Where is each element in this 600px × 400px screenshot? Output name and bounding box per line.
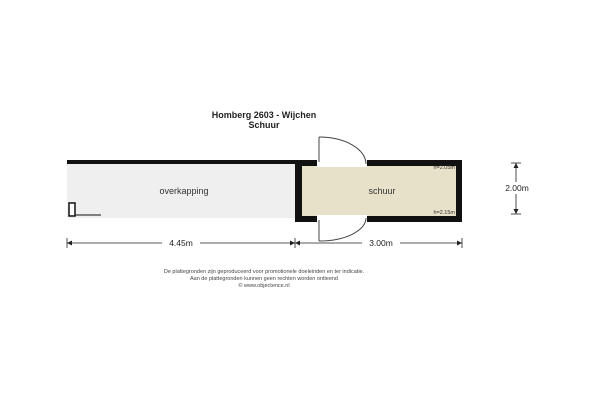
arrow-right-end <box>457 241 462 246</box>
plan-title: Homberg 2603 - Wijchen <box>211 110 317 120</box>
door-opening-bottom <box>317 215 367 223</box>
arrow-right-start <box>295 241 300 246</box>
dim-label-overkapping: 4.45m <box>169 238 193 248</box>
arrow-left-end <box>290 241 295 246</box>
plan-subtitle: Schuur <box>248 120 280 130</box>
height-label-top: h=2.05m <box>433 165 455 171</box>
disclaimer-line-1: De plattegronden zijn geproduceerd voor promotionele doeleinden en ter indicatie. <box>163 269 365 275</box>
door-opening-top <box>317 159 367 167</box>
overkapping-top-edge <box>67 160 299 164</box>
dim-label-schuur: 3.00m <box>369 238 393 248</box>
copyright-line: © www.objectence.nl <box>238 283 290 289</box>
dim-label-depth: 2.00m <box>505 183 529 193</box>
room-label-schuur: schuur <box>368 186 396 196</box>
arrow-left-start <box>67 241 72 246</box>
disclaimer-line-2: Aan de plattegronden kunnen geen rechten worden ontleend <box>189 276 339 282</box>
arrow-bottom <box>514 209 519 214</box>
height-label-bottom: h=2.15m <box>433 210 455 216</box>
arrow-top <box>514 163 519 168</box>
room-label-overkapping: overkapping <box>159 186 209 196</box>
post-fixture <box>69 203 75 216</box>
